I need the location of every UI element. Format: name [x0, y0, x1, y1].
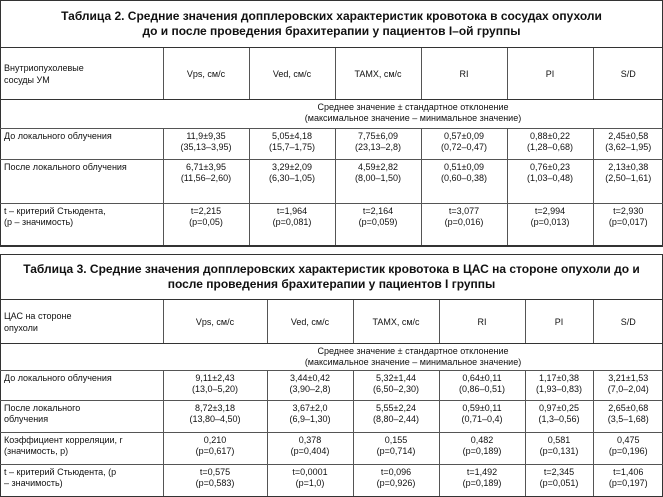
cell-value: 0,475 [617, 435, 640, 445]
cell-value: t=0,575 [199, 467, 231, 477]
cell-value: t=1,492 [466, 467, 498, 477]
column-header: S/D [593, 300, 663, 344]
cell-value: t=2,345 [543, 467, 575, 477]
cell-value: t=0,0001 [292, 467, 328, 477]
table-cell [163, 371, 267, 401]
table-cell [353, 401, 439, 433]
table-row [0, 433, 663, 465]
row-header-line: опухоли [4, 322, 38, 333]
row-label [0, 160, 163, 204]
subheader-spacer [0, 344, 163, 371]
cell-range: (0,71–0,4) [461, 414, 503, 424]
table-cell [249, 128, 335, 159]
table2-subheader-row [0, 100, 663, 128]
row-label [0, 371, 163, 401]
cell-range: (6,50–2,30) [372, 384, 420, 394]
column-header: RI [439, 300, 525, 344]
cell-value: 2,65±0,68 [608, 403, 649, 413]
cell-range: (1,93–0,83) [535, 384, 583, 394]
table-cell [439, 433, 525, 465]
cell-value: 0,581 [547, 435, 571, 445]
table-cell [421, 204, 507, 246]
table-cell [593, 128, 663, 159]
cell-value: t=3,077 [448, 206, 480, 217]
cell-range: (11,56–2,60) [180, 173, 232, 184]
cell-range: (p=0,131) [539, 446, 579, 456]
table-cell [163, 204, 249, 246]
table-cell [525, 433, 593, 465]
row-label-line: (p – значимость) [4, 217, 74, 228]
cell-value: t=1,964 [276, 206, 308, 217]
cell-value: 2,13±0,38 [608, 162, 649, 173]
cell-range: (3,90–2,8) [289, 384, 331, 394]
table-cell [335, 204, 421, 246]
table3-title [0, 254, 663, 300]
row-label-line: – значимость) [4, 478, 63, 488]
cell-range: (13,80–4,50) [189, 414, 241, 424]
table-cell [593, 433, 663, 465]
table-cell [507, 128, 593, 159]
cell-range: (23,13–2,8) [354, 141, 402, 152]
cell-range: (8,80–2,44) [372, 414, 420, 424]
table-cell [353, 433, 439, 465]
table-row [0, 401, 663, 433]
table2-title-line1: Таблица 2. Средние значения допплеровских характеристик кровотока в сосудах опухоли [61, 9, 602, 24]
cell-range: (2,50–1,61) [605, 173, 652, 184]
cell-value: t=2,994 [534, 206, 566, 217]
cell-range: (0,60–0,38) [440, 173, 488, 184]
cell-value: t=1,406 [613, 467, 644, 477]
column-header: Vps, см/с [163, 48, 249, 100]
table3-title-row [0, 254, 663, 300]
row-label-line: До локального облучения [4, 373, 112, 383]
table-cell [267, 371, 353, 401]
row-label [0, 433, 163, 465]
cell-range: (3,62–1,95) [605, 141, 652, 152]
row-header-line: сосуды УМ [4, 74, 50, 85]
cell-range: (0,86–0,51) [458, 384, 506, 394]
table3-title-line1: Таблица 3. Средние значения допплеровских характеристик кровотока в ЦАС на стороне опухоли до и [23, 262, 640, 276]
cell-value: 3,44±0,42 [290, 373, 330, 383]
table-cell [249, 204, 335, 246]
column-header: Ved, см/с [249, 48, 335, 100]
cell-value: 11,9±9,35 [186, 130, 226, 141]
column-header: TAMX, см/с [353, 300, 439, 344]
cell-value: 3,29±2,09 [272, 162, 312, 173]
cell-value: 0,76±0,23 [530, 162, 570, 173]
cell-value: t=0,096 [380, 467, 412, 477]
table-cell [421, 128, 507, 159]
table-cell [163, 465, 267, 497]
row-label-line: t – критерий Стьюдента, (p [4, 467, 117, 477]
table-cell [163, 433, 267, 465]
cell-value: 0,155 [384, 435, 408, 445]
table-cell [267, 465, 353, 497]
table-cell [421, 160, 507, 204]
table-cell [593, 401, 663, 433]
table-cell [593, 465, 663, 497]
row-label [0, 128, 163, 159]
column-header: TAMX, см/с [335, 48, 421, 100]
table3-subheader [163, 344, 663, 371]
cell-range: (p=0,404) [290, 446, 330, 456]
cell-range: (1,28–0,68) [526, 141, 574, 152]
table-cell [593, 160, 663, 204]
column-header: RI [421, 48, 507, 100]
column-header: Ved, см/с [267, 300, 353, 344]
cell-value: 4,59±2,82 [358, 162, 398, 173]
table-cell [593, 204, 663, 246]
row-label-line: (значимость, p) [4, 446, 69, 456]
cell-range: (p=0,013) [530, 217, 570, 228]
cell-value: 9,11±2,43 [195, 373, 235, 383]
table-cell [353, 371, 439, 401]
column-header: S/D [593, 48, 663, 100]
table-cell [335, 128, 421, 159]
cell-value: t=2,215 [190, 206, 222, 217]
row-label-line: Коэффициент корреляции, r [4, 435, 123, 445]
cell-range: (0,72–0,47) [440, 141, 488, 152]
row-label-line: После локального облучения [4, 162, 127, 173]
cell-range: (p=0,016) [444, 217, 484, 228]
cell-range: (p=0,081) [272, 217, 312, 228]
column-header: PI [507, 48, 593, 100]
subheader-line: Среднее значение ± стандартное отклонение [317, 102, 509, 113]
subheader-line: (максимальное значение – минимальное значение) [304, 113, 522, 124]
table-row [0, 204, 663, 246]
cell-value: 0,51±0,09 [444, 162, 484, 173]
cell-value: t=2,164 [362, 206, 394, 217]
cell-range: (15,7–1,75) [268, 141, 316, 152]
row-label-line: До локального облучения [4, 130, 112, 141]
table3-header-row [0, 300, 663, 344]
table-cell [267, 401, 353, 433]
table-row [0, 465, 663, 497]
table-cell [267, 433, 353, 465]
table2-title-row [0, 0, 663, 48]
row-label-line: После локального [4, 403, 81, 413]
cell-range: (1,3–0,56) [538, 414, 580, 424]
cell-value: 1,17±0,38 [539, 373, 579, 383]
table-cell [439, 465, 525, 497]
cell-range: (13,0–5,20) [191, 384, 239, 394]
cell-value: 8,72±3,18 [195, 403, 235, 413]
cell-range: (p=0,583) [195, 478, 235, 488]
row-header-line: ЦАС на стороне [4, 310, 72, 321]
table-2 [0, 0, 663, 246]
table2-row-header [0, 48, 163, 100]
cell-value: 3,21±1,53 [608, 373, 649, 383]
cell-range: (35,13–3,95) [180, 141, 232, 152]
row-label [0, 401, 163, 433]
table-cell [439, 371, 525, 401]
table-cell [439, 401, 525, 433]
table-cell [507, 204, 593, 246]
cell-range: (p=0,189) [462, 446, 502, 456]
cell-range: (p=0,926) [376, 478, 416, 488]
row-label-line: облучения [4, 414, 49, 424]
table-cell [353, 465, 439, 497]
cell-range: (6,9–1,30) [289, 414, 331, 424]
column-header: Vps, см/с [163, 300, 267, 344]
table2-header-row [0, 48, 663, 100]
cell-range: (6,30–1,05) [268, 173, 316, 184]
row-header-line: Внутриопухолевые [4, 62, 84, 73]
table2-title [0, 0, 663, 48]
table-cell [525, 401, 593, 433]
table-row [0, 371, 663, 401]
cell-range: (p=0,714) [376, 446, 416, 456]
table-cell [249, 160, 335, 204]
cell-value: 5,05±4,18 [272, 130, 312, 141]
table-cell [593, 371, 663, 401]
cell-range: (p=0,617) [195, 446, 235, 456]
cell-value: 0,57±0,09 [444, 130, 484, 141]
table3-row-header [0, 300, 163, 344]
cell-value: 5,55±2,24 [376, 403, 416, 413]
table-cell [335, 160, 421, 204]
cell-value: 0,97±0,25 [539, 403, 579, 413]
row-label-line: t – критерий Стьюдента, [4, 206, 106, 217]
cell-range: (p=0,189) [462, 478, 502, 488]
cell-value: t=2,930 [613, 206, 644, 217]
table-row [0, 128, 663, 159]
cell-range: (1,03–0,48) [526, 173, 574, 184]
table-cell [525, 371, 593, 401]
cell-range: (p=0,196) [608, 446, 648, 456]
table-cell [163, 401, 267, 433]
table3-subheader-row [0, 344, 663, 371]
cell-range: (p=0,059) [358, 217, 398, 228]
table2-title-line2: до и после проведения брахитерапии у пациентов I–ой группы [142, 24, 521, 39]
table2-subheader [163, 100, 663, 128]
cell-range: (7,0–2,04) [607, 384, 649, 394]
cell-value: 0,88±0,22 [530, 130, 570, 141]
row-label [0, 204, 163, 246]
cell-value: 0,64±0,11 [462, 373, 502, 383]
subheader-line: Среднее значение ± стандартное отклонение [317, 346, 509, 356]
column-header: PI [525, 300, 593, 344]
subheader-line: (максимальное значение – минимальное значение) [304, 357, 522, 367]
cell-value: 6,71±3,95 [186, 162, 226, 173]
cell-range: (p=0,197) [608, 478, 648, 488]
cell-range: (p=0,017) [608, 217, 648, 228]
table-cell [163, 128, 249, 159]
cell-value: 5,32±1,44 [376, 373, 416, 383]
cell-value: 0,482 [470, 435, 494, 445]
table-cell [507, 160, 593, 204]
cell-value: 0,59±0,11 [462, 403, 502, 413]
table-row [0, 160, 663, 204]
cell-range: (p=0,051) [539, 478, 579, 488]
cell-range: (p=1,0) [295, 478, 325, 488]
cell-value: 3,67±2,0 [292, 403, 328, 413]
table-3 [0, 254, 663, 497]
cell-range: (3,5–1,68) [607, 414, 649, 424]
cell-range: (8,00–1,50) [354, 173, 402, 184]
subheader-spacer [0, 100, 163, 128]
cell-value: 0,378 [298, 435, 322, 445]
cell-range: (p=0,05) [189, 217, 223, 228]
table-cell [163, 160, 249, 204]
row-label [0, 465, 163, 497]
cell-value: 2,45±0,58 [608, 130, 649, 141]
table-cell [525, 465, 593, 497]
cell-value: 7,75±6,09 [358, 130, 398, 141]
cell-value: 0,210 [203, 435, 227, 445]
table3-title-line2: после проведения брахитерапии у пациентов I группы [167, 277, 496, 291]
